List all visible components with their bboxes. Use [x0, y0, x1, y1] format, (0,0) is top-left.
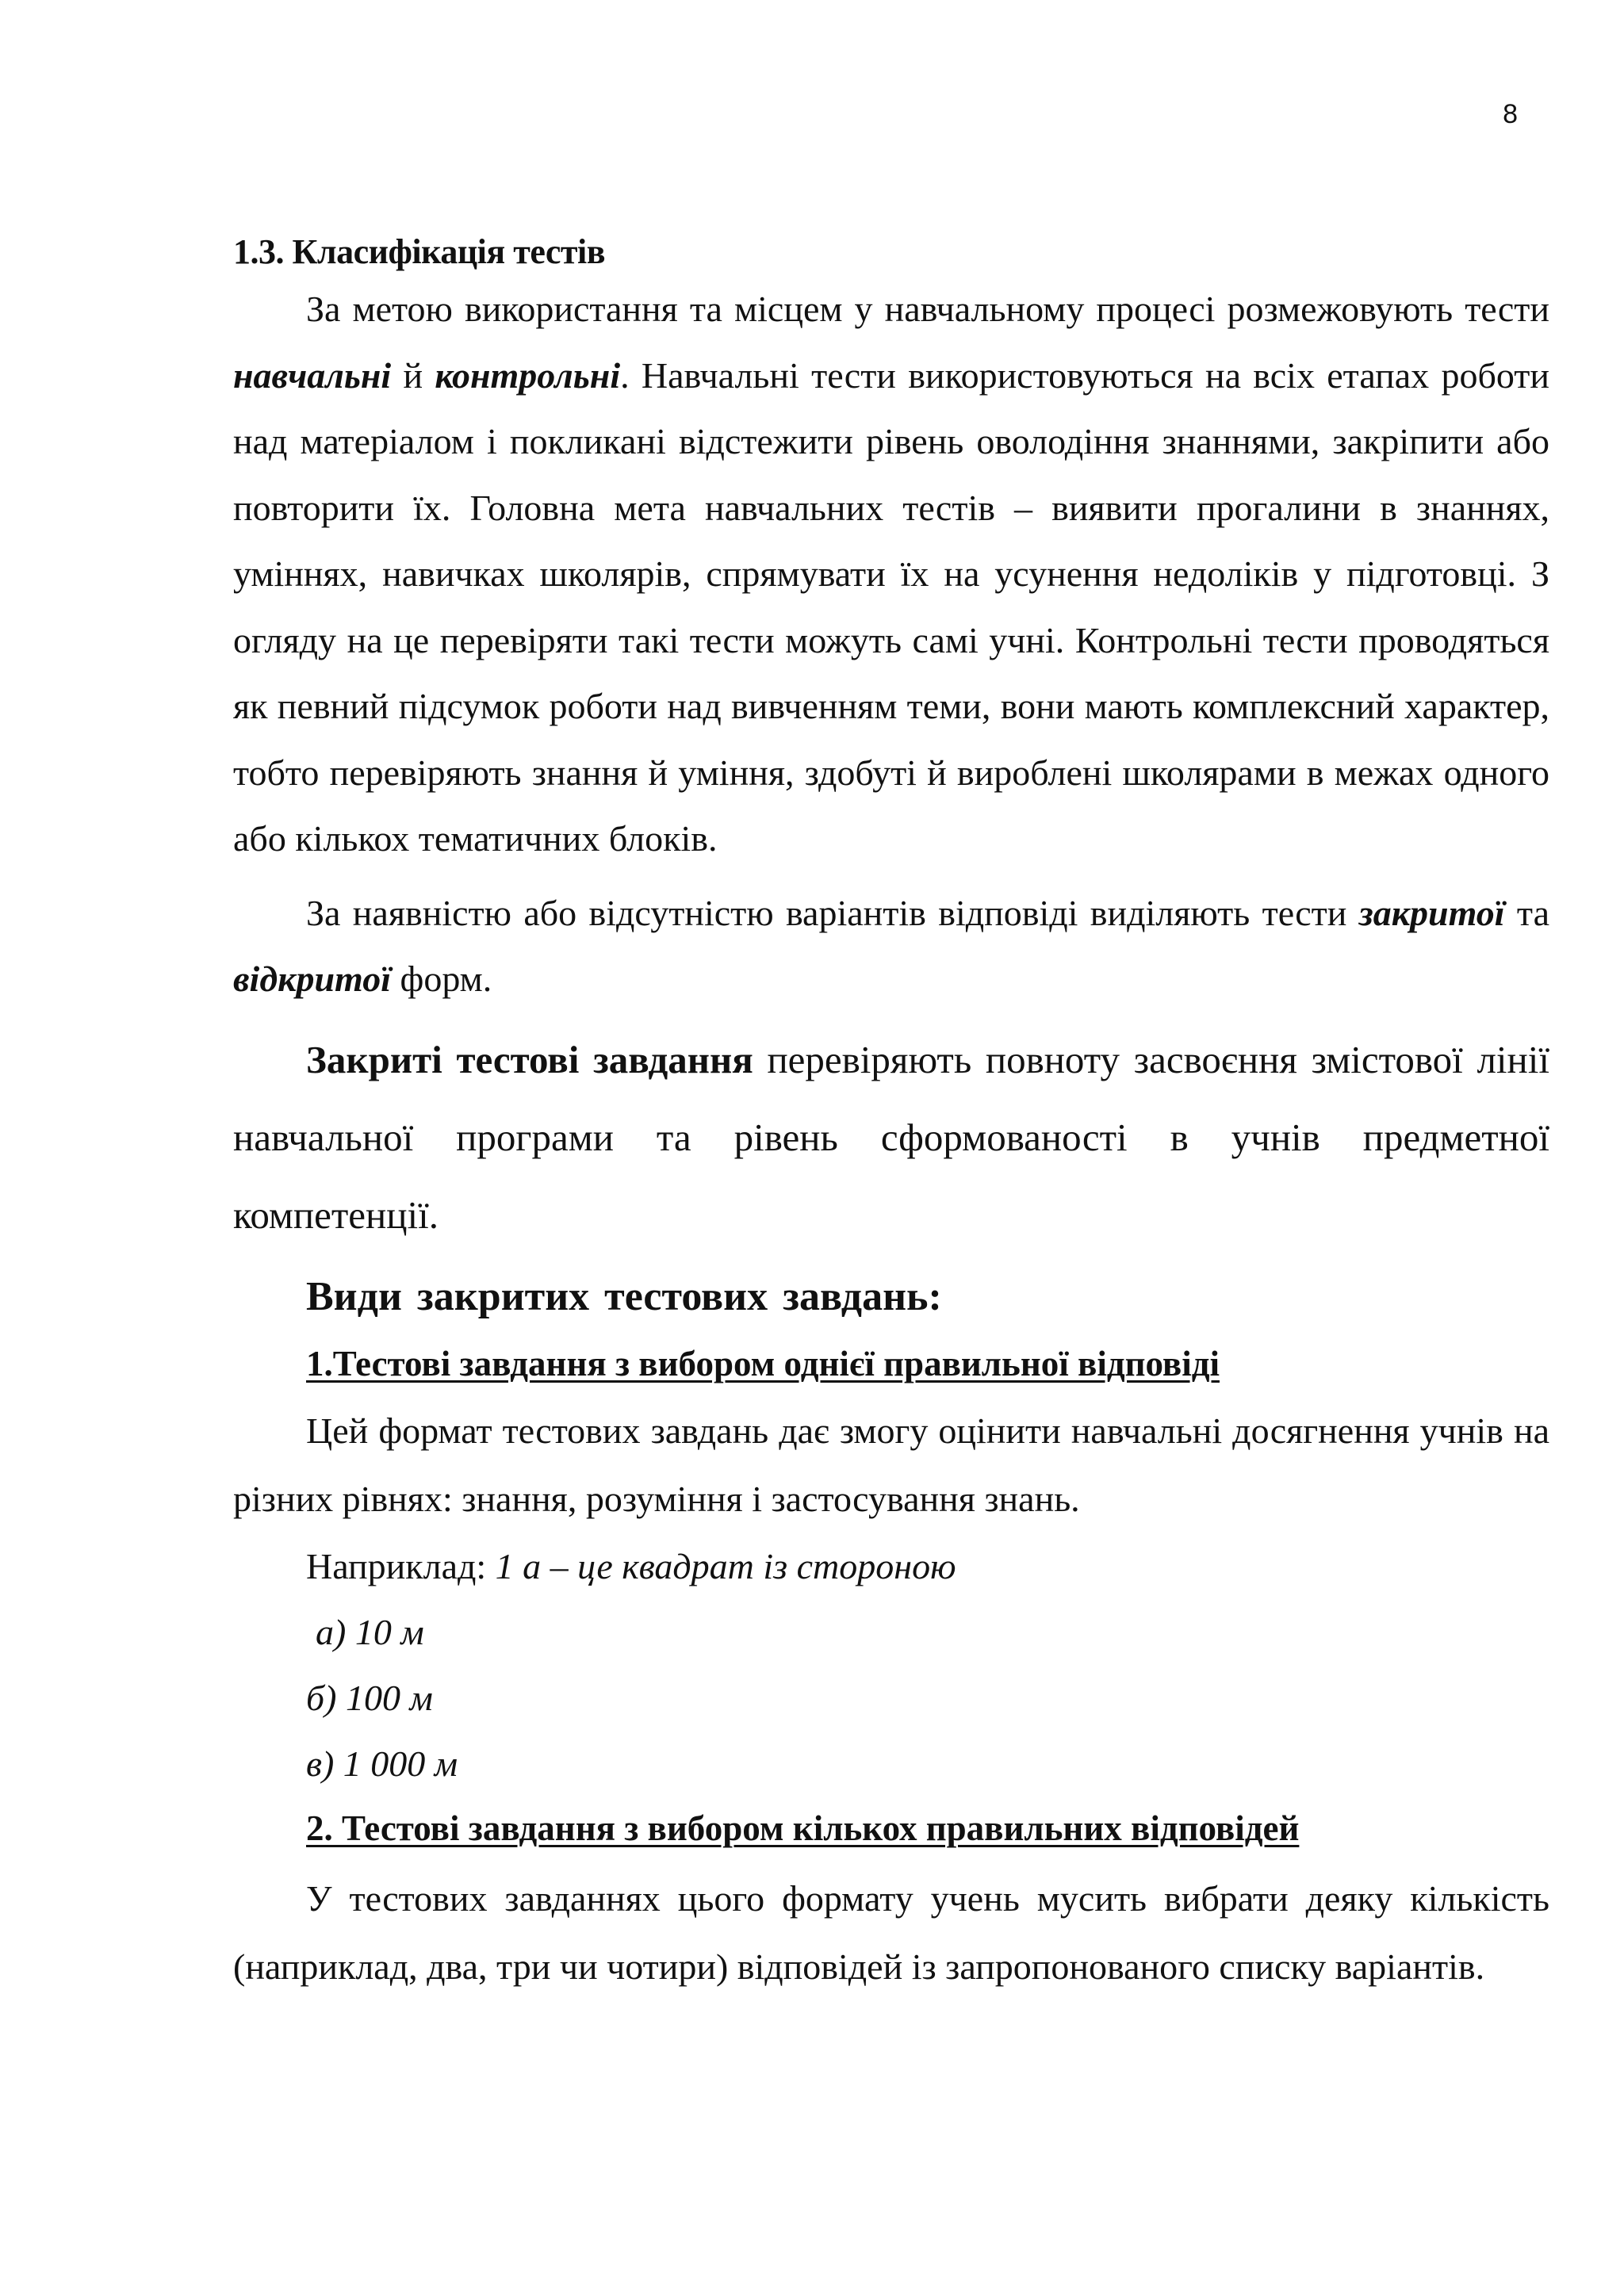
- example-label: Наприклад:: [306, 1545, 496, 1586]
- example-line: [306, 1533, 1549, 1599]
- paragraph-text: . Навчальні тести використовуються на всіх етапах роботи над матеріалом і покликані відстежити рівень оволодіння знаннями, закріпити або повторити їх. Головна мета навчальних тестів – виявити прогалини в знаннях, уміннях, навичках школярів, спрямувати їх на усунення недоліків у підготовці. З огляду на це перевіряти такі тести можуть самі учні. Контрольні тести проводяться як певний підсумок роботи над вивченням теми, вони мають комплексний характер, тобто перевіряють знання й уміння, здобуті й вироблені школярами в межах одного або кількох тематичних блоків.: [233, 354, 1549, 859]
- example-text: 1 а – це квадрат із стороною: [495, 1545, 956, 1586]
- answer-option: в) 1 000 м: [306, 1743, 458, 1784]
- emphasis-term: контрольні: [435, 354, 621, 396]
- section-2-text: У тестових завданнях цього формату учень мусить вибрати деяку кількість (наприклад, два, три чи чотири) відповідей із запропонованого списку варіантів.: [233, 1877, 1549, 1987]
- paragraph-text: й: [391, 354, 435, 396]
- paragraph-text: форм.: [391, 958, 492, 999]
- paragraph-closed-tasks: [233, 1021, 1549, 1254]
- subheading: Види закритих тестових завдань:: [306, 1273, 942, 1319]
- section-heading: 1.3. Класифікація тестів: [233, 232, 606, 271]
- paragraph-test-purpose: [233, 276, 1549, 872]
- paragraph-text: перевіряють повноту засвоєння змістової лінії навчальної програми та рівень сформованості в учнів предметної компетенції.: [233, 1037, 1549, 1237]
- page-number: 8: [1503, 99, 1518, 129]
- page-content: [233, 228, 1549, 2001]
- emphasis-term: відкритої: [233, 958, 392, 999]
- paragraph-text: За метою використання та місцем у навчальному процесі розмежовують тести: [306, 289, 1549, 329]
- section-1-title: 1.Тестові завдання з вибором однієї правильної відповіді: [306, 1343, 1220, 1383]
- section-1-text: Цей формат тестових завдань дає змогу оцінити навчальні досягнення учнів на різних рівнях: знання, розуміння і застосування знань.: [233, 1410, 1549, 1519]
- paragraph-text: та: [1504, 892, 1549, 933]
- answer-option: а) 10 м: [316, 1611, 424, 1652]
- bold-term: Закриті тестові завдання: [306, 1037, 753, 1081]
- emphasis-term: закритої: [1358, 892, 1505, 933]
- emphasis-term: навчальні: [233, 354, 392, 396]
- answer-option: б) 100 м: [306, 1677, 433, 1718]
- paragraph-text: За наявністю або відсутністю варіантів відповіді виділяють тести: [306, 892, 1359, 933]
- paragraph-answer-forms: [233, 880, 1549, 1012]
- section-2-title: 2. Тестові завдання з вибором кількох правильних відповідей: [306, 1808, 1300, 1848]
